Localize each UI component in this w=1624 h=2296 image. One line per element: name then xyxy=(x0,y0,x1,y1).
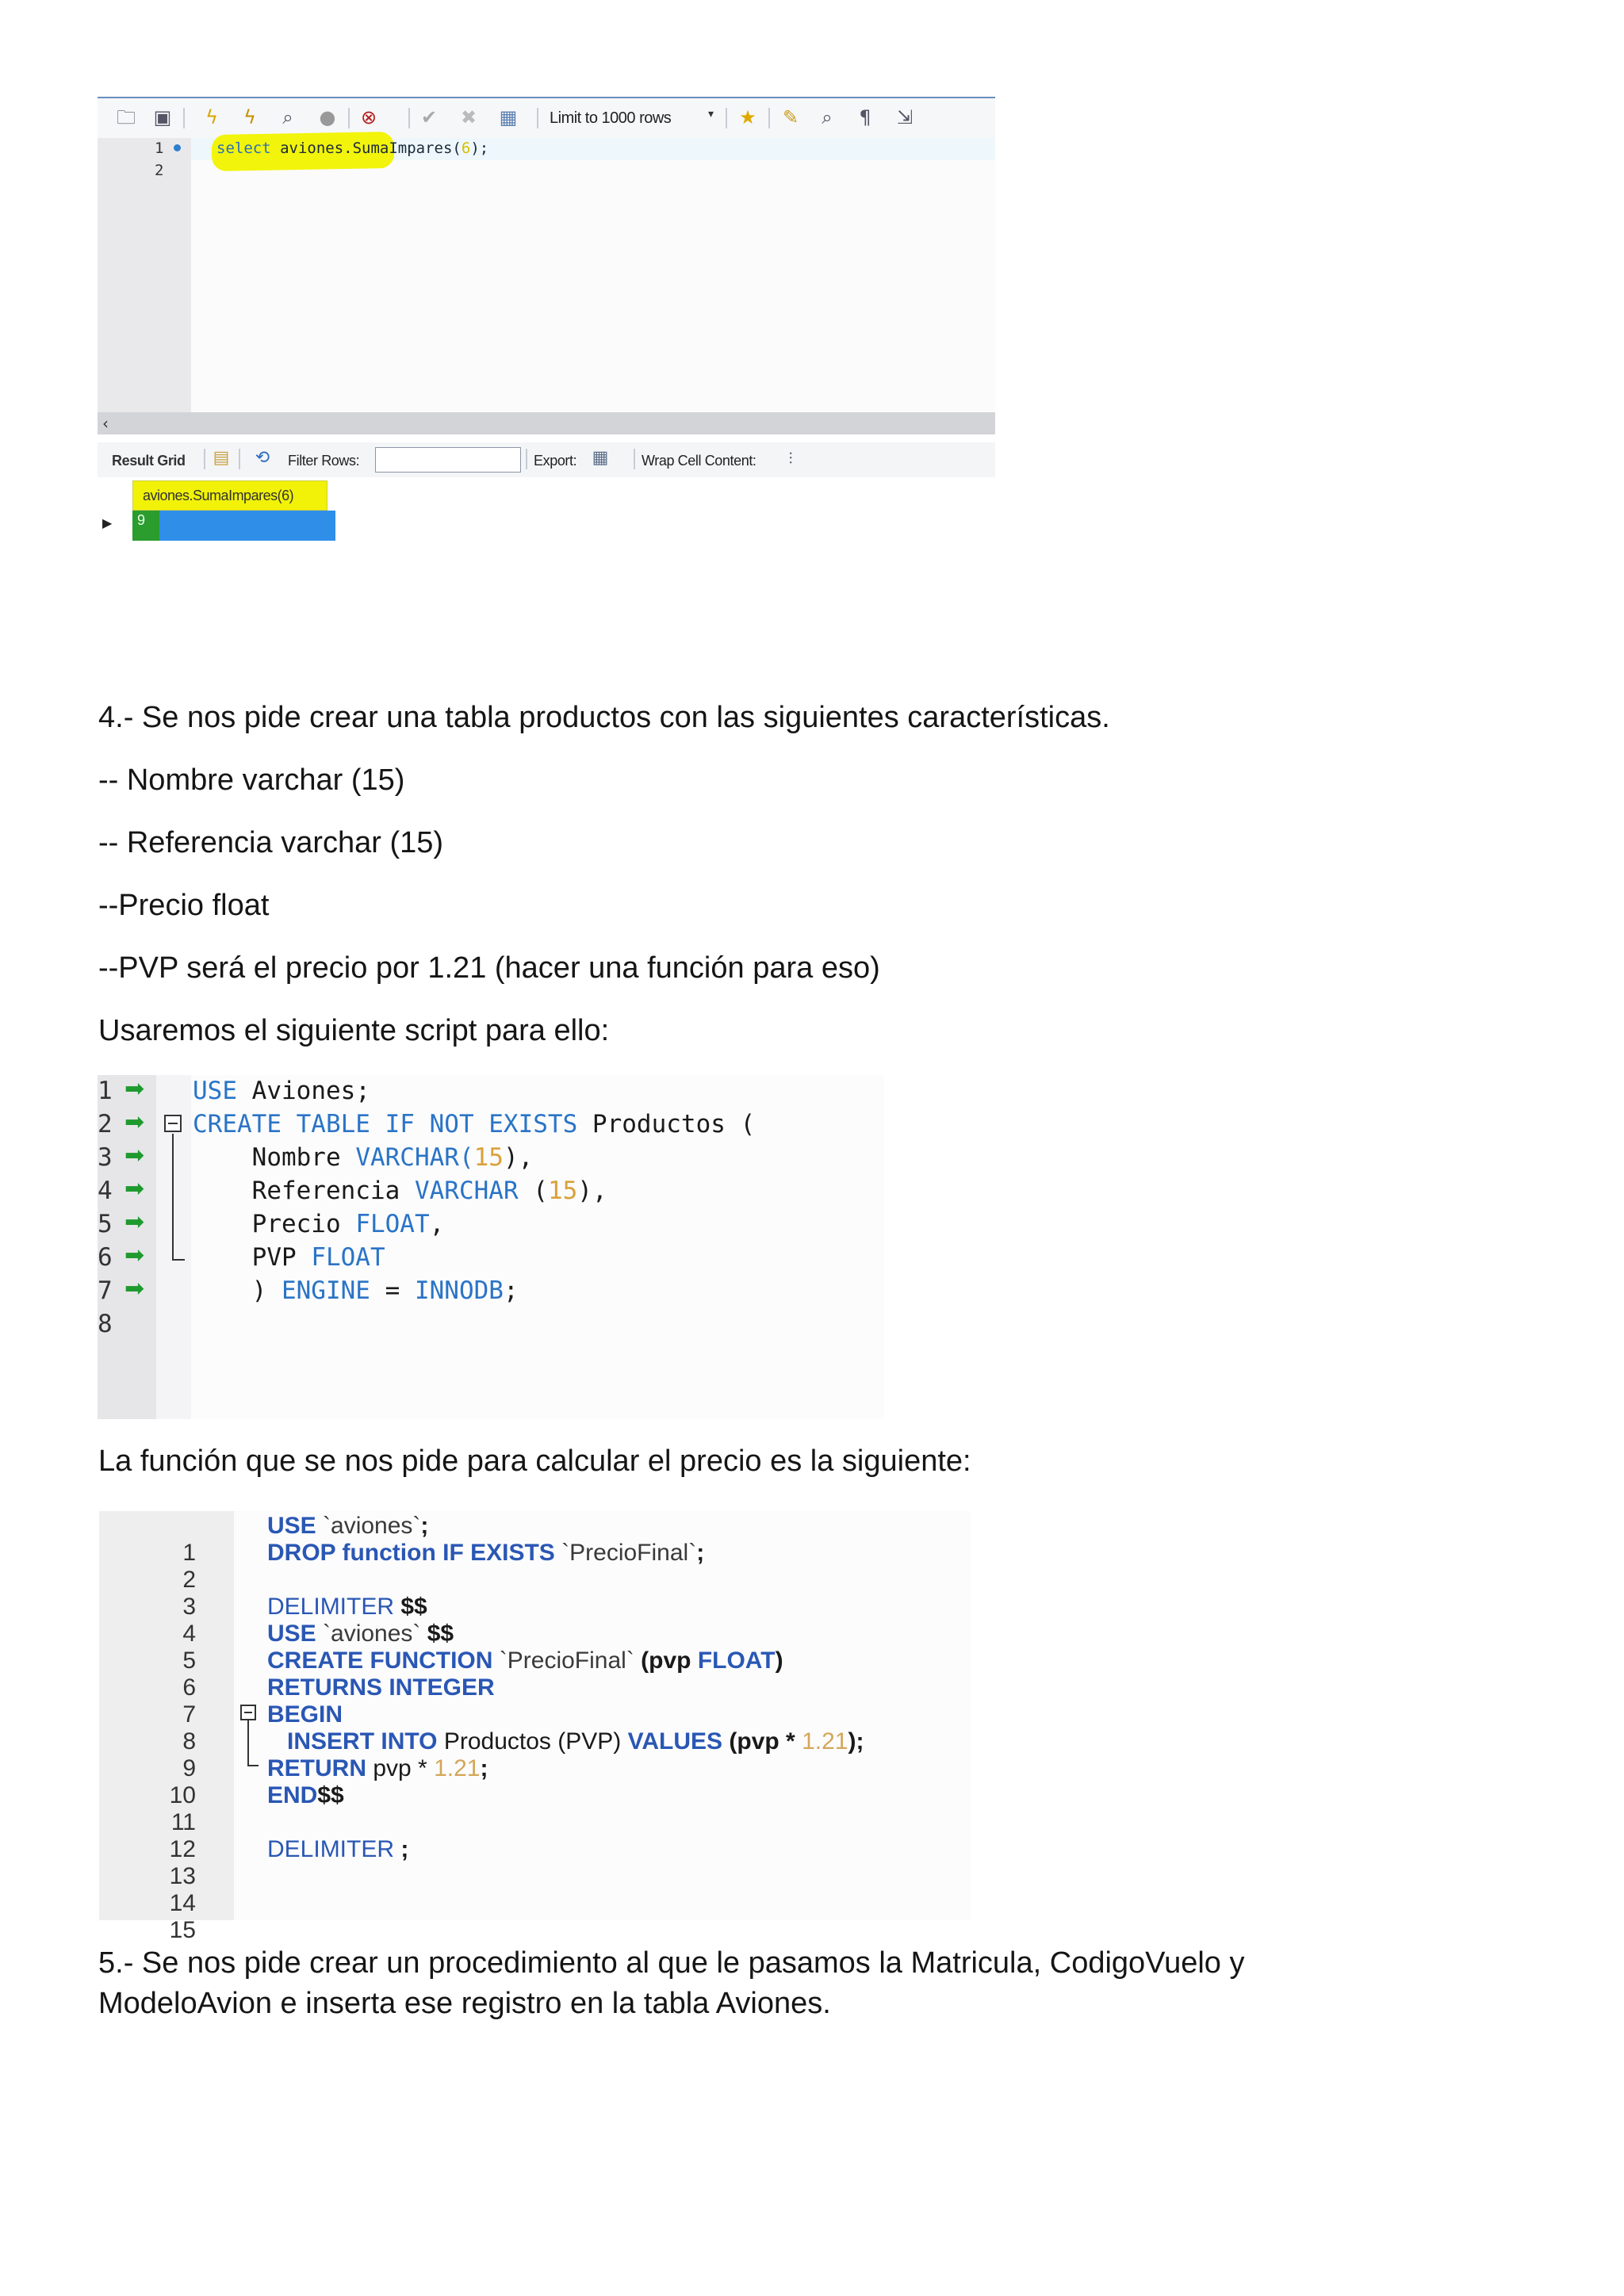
line-number: 6 xyxy=(182,1674,196,1701)
sql-text: ; xyxy=(696,1540,705,1566)
column-header-label: aviones.SumaImpares(6) xyxy=(143,488,294,503)
code-line xyxy=(98,1108,756,1143)
code-text xyxy=(193,1243,385,1272)
line-number: 12 xyxy=(169,1836,196,1862)
selected-row[interactable] xyxy=(132,511,335,541)
sql-text: Productos (PVP) xyxy=(437,1728,628,1755)
sql-toolbar xyxy=(98,97,995,140)
chevron-left-icon[interactable]: ‹ xyxy=(102,414,109,433)
sql-keyword: FLOAT xyxy=(355,1210,430,1238)
code-text xyxy=(267,1621,454,1647)
arrow-right-icon: ➡ xyxy=(124,1175,145,1203)
sql-text: Precio xyxy=(193,1210,356,1238)
fold-toggle-icon[interactable] xyxy=(164,1115,182,1132)
sql-text: $$ xyxy=(317,1782,344,1808)
sql-text: pvp * xyxy=(366,1755,435,1781)
code-line xyxy=(98,1208,445,1243)
sql-keyword: FLOAT xyxy=(311,1243,385,1272)
line-number: 7 xyxy=(98,1276,113,1305)
export-icon[interactable]: ▦ xyxy=(592,448,609,468)
sql-number: 6 xyxy=(461,140,471,157)
sql-number: 15 xyxy=(547,1177,578,1205)
sql-identifier: `aviones` xyxy=(316,1513,421,1539)
chevron-down-icon[interactable]: ▾ xyxy=(708,108,714,121)
code-line xyxy=(98,1310,157,1343)
stop-icon[interactable]: ● xyxy=(319,106,336,128)
column-header[interactable] xyxy=(132,480,327,511)
paragraph-precio: --Precio float xyxy=(98,889,270,922)
sql-text: ; xyxy=(503,1276,519,1305)
favorite-star-icon[interactable]: ★ xyxy=(739,106,756,128)
limit-rows-select[interactable]: Limit to 1000 rows xyxy=(550,109,672,127)
code-line xyxy=(99,1701,343,1755)
sql-keyword: USE xyxy=(267,1621,316,1647)
toolbar-separator xyxy=(768,108,770,128)
paragraph-task-4: 4.- Se nos pide crear una tabla productos con las siguientes características. xyxy=(98,701,1110,734)
fold-line xyxy=(172,1134,174,1261)
rollback-icon[interactable]: ✖ xyxy=(460,106,477,128)
wrap-cell-icon[interactable]: ⫶ xyxy=(788,449,793,468)
sql-editor[interactable] xyxy=(98,138,995,412)
toolbar-separator xyxy=(526,449,527,469)
line-number: 5 xyxy=(98,1210,113,1238)
sql-text: $$ xyxy=(420,1621,454,1647)
sql-text: ), xyxy=(577,1177,607,1205)
lightning-execute-icon[interactable]: ϟ xyxy=(205,106,218,128)
refresh-icon[interactable]: ⟲ xyxy=(255,448,270,468)
beautify-icon[interactable]: ✎ xyxy=(782,106,799,128)
sql-text: ); xyxy=(848,1728,864,1755)
code-text xyxy=(267,1513,428,1540)
toolbar-separator xyxy=(204,449,205,469)
sql-keyword: ENGINE xyxy=(281,1276,370,1305)
line-number: 7 xyxy=(182,1701,196,1728)
sql-keyword: DELIMITER xyxy=(267,1594,395,1620)
sql-identifier: `PrecioFinal` xyxy=(492,1647,634,1674)
code-text xyxy=(193,1143,533,1172)
paragraph-task-5-line-1: 5.- Se nos pide crear un procedimiento al que le pasamos la Matricula, CodigoVuelo y xyxy=(98,1946,1245,1980)
sql-keyword: RETURN xyxy=(267,1755,366,1781)
arrow-right-icon: ➡ xyxy=(124,1208,145,1236)
sql-text xyxy=(267,1728,287,1755)
line-number: 1 xyxy=(182,1540,196,1566)
line-number: 1 xyxy=(98,1077,113,1105)
line-number: 14 xyxy=(169,1890,196,1916)
save-icon[interactable]: ▣ xyxy=(153,106,172,128)
folder-open-icon[interactable]: 🗀 xyxy=(117,106,136,128)
code-block-function xyxy=(99,1511,971,1943)
line-number: 13 xyxy=(169,1863,196,1889)
paragraph-nombre: -- Nombre varchar (15) xyxy=(98,763,405,797)
wrap-cell-label: Wrap Cell Content: xyxy=(642,453,756,469)
code-text xyxy=(267,1674,495,1701)
code-text xyxy=(267,1647,783,1674)
paragraph-script-intro: Usaremos el siguiente script para ello: xyxy=(98,1014,610,1047)
sql-keyword: VARCHAR xyxy=(414,1177,519,1205)
sql-keyword: RETURNS INTEGER xyxy=(267,1674,495,1701)
toolbar-separator xyxy=(634,449,635,469)
statement-marker-icon xyxy=(174,144,181,151)
sql-number: 1.21 xyxy=(802,1728,848,1755)
toolbar-separator xyxy=(408,108,410,128)
line-gutter xyxy=(98,138,191,412)
sql-tail: ); xyxy=(470,140,489,157)
line-number: 3 xyxy=(98,1143,113,1172)
sql-keyword: USE xyxy=(193,1077,237,1105)
code-text xyxy=(193,1177,607,1205)
sql-text: (pvp xyxy=(634,1647,698,1674)
sql-identifier: `aviones` xyxy=(316,1621,421,1647)
sql-identifier: aviones.SumaImpares( xyxy=(270,140,462,157)
code-line xyxy=(99,1567,196,1620)
code-text xyxy=(267,1594,427,1621)
filter-rows-label: Filter Rows: xyxy=(288,453,360,469)
line-number: 8 xyxy=(182,1728,196,1755)
sql-keyword: CREATE FUNCTION xyxy=(267,1647,493,1674)
find-icon[interactable]: ⌕ xyxy=(822,106,833,128)
workbench-screenshot xyxy=(98,97,995,544)
code-text xyxy=(193,1077,370,1105)
sql-text: ; xyxy=(480,1755,488,1781)
paragraph-task-5-line-2: ModeloAvion e inserta ese registro en la tabla Aviones. xyxy=(98,1987,831,2020)
code-block-create-table xyxy=(98,1075,884,1419)
result-toolbar xyxy=(98,442,995,477)
line-number: 3 xyxy=(182,1594,196,1620)
line-number: 1 xyxy=(155,140,164,157)
sql-line-1[interactable] xyxy=(216,140,488,157)
line-number: 5 xyxy=(182,1647,196,1674)
line-number: 15 xyxy=(169,1917,196,1943)
line-number: 11 xyxy=(170,1809,196,1835)
toolbar-separator xyxy=(537,108,538,128)
code-text xyxy=(193,1210,444,1238)
sql-text: Nombre xyxy=(193,1143,356,1172)
sql-identifier: `PrecioFinal` xyxy=(554,1540,697,1566)
horizontal-scrollbar[interactable] xyxy=(98,412,995,434)
code-text xyxy=(267,1755,488,1782)
fold-end xyxy=(247,1765,259,1766)
sql-text: Productos ( xyxy=(577,1110,756,1138)
code-line xyxy=(98,1175,607,1210)
code-text xyxy=(193,1110,755,1138)
lightning-cursor-execute-icon[interactable]: ϟ xyxy=(243,106,256,128)
sql-text: ; xyxy=(394,1836,409,1862)
sql-text: Aviones; xyxy=(237,1077,370,1105)
result-cell[interactable]: 9 xyxy=(132,511,159,541)
sql-text: , xyxy=(429,1210,445,1238)
line-number: 2 xyxy=(182,1567,196,1593)
sql-text: PVP xyxy=(193,1243,312,1272)
sql-keyword: VALUES xyxy=(627,1728,723,1755)
row-pointer-icon: ▶ xyxy=(102,515,113,530)
code-line xyxy=(98,1275,519,1310)
sql-text: (pvp * xyxy=(722,1728,802,1755)
line-number: 8 xyxy=(98,1310,113,1338)
fold-toggle-icon[interactable] xyxy=(240,1705,256,1720)
code-line xyxy=(98,1242,385,1276)
code-text xyxy=(267,1540,704,1567)
sql-text: ; xyxy=(420,1513,429,1539)
line-number: 4 xyxy=(182,1621,196,1647)
sql-text: ( xyxy=(518,1177,548,1205)
paragraph-referencia: -- Referencia varchar (15) xyxy=(98,826,444,859)
line-number: 2 xyxy=(155,162,164,179)
code-text xyxy=(267,1782,344,1809)
sql-keyword: VARCHAR( xyxy=(355,1143,474,1172)
autocommit-icon[interactable]: ▦ xyxy=(499,106,518,128)
sql-keyword: FLOAT xyxy=(697,1647,776,1674)
result-grid-tab[interactable]: Result Grid xyxy=(112,453,186,469)
arrow-right-icon: ➡ xyxy=(124,1075,145,1103)
sql-text: ) xyxy=(775,1647,783,1674)
sql-text: ) xyxy=(193,1276,282,1305)
fold-line xyxy=(247,1720,249,1766)
sql-keyword: INNODB xyxy=(414,1276,504,1305)
sql-number: 1.21 xyxy=(434,1755,481,1781)
sql-text: ), xyxy=(503,1143,534,1172)
code-line xyxy=(98,1142,534,1177)
grid-view-icon[interactable]: ▤ xyxy=(213,448,230,468)
explain-magnifier-icon[interactable]: ⌕ xyxy=(282,106,293,128)
sql-number: 15 xyxy=(473,1143,504,1172)
line-number: 10 xyxy=(169,1782,196,1808)
line-number: 4 xyxy=(98,1177,113,1205)
toolbar-separator xyxy=(348,108,350,128)
sql-keyword: END xyxy=(267,1782,318,1808)
result-grid xyxy=(98,480,335,544)
invisible-chars-icon[interactable]: ¶ xyxy=(859,106,871,128)
sql-keyword: select xyxy=(216,140,271,157)
commit-icon[interactable]: ✔ xyxy=(420,106,438,128)
arrow-right-icon: ➡ xyxy=(124,1275,145,1303)
line-number: 9 xyxy=(182,1755,196,1781)
sql-text: = xyxy=(370,1276,415,1305)
sql-keyword: USE xyxy=(267,1513,316,1539)
filter-rows-input[interactable] xyxy=(375,447,521,473)
sql-keyword: CREATE TABLE IF NOT EXISTS xyxy=(193,1110,578,1138)
toolbar-separator xyxy=(183,108,185,128)
code-text xyxy=(267,1836,408,1863)
line-number: 2 xyxy=(98,1110,113,1138)
sql-keyword: INSERT INTO xyxy=(287,1728,438,1755)
code-text xyxy=(267,1701,343,1728)
code-text xyxy=(193,1276,519,1305)
sql-keyword: DELIMITER xyxy=(267,1836,395,1862)
sql-text: Referencia xyxy=(193,1177,415,1205)
paragraph-function-intro: La función que se nos pide para calcular el precio es la siguiente: xyxy=(98,1445,971,1478)
arrow-right-icon: ➡ xyxy=(124,1242,145,1269)
toggle-error-icon[interactable]: ⊗ xyxy=(360,106,377,128)
paragraph-pvp: --PVP será el precio por 1.21 (hacer una función para eso) xyxy=(98,951,880,985)
arrow-right-icon: ➡ xyxy=(124,1142,145,1169)
toolbar-separator xyxy=(726,108,727,128)
wrap-icon[interactable]: ⇲ xyxy=(896,106,914,128)
export-label: Export: xyxy=(534,453,577,469)
sql-text: $$ xyxy=(394,1594,427,1620)
fold-end xyxy=(172,1259,185,1261)
sql-keyword: BEGIN xyxy=(267,1701,343,1728)
arrow-right-icon: ➡ xyxy=(124,1108,145,1136)
code-text xyxy=(267,1728,864,1755)
sql-keyword: DROP function IF EXISTS xyxy=(267,1540,555,1566)
code-line xyxy=(99,1540,705,1593)
line-number: 6 xyxy=(98,1243,113,1272)
toolbar-separator xyxy=(239,449,240,469)
code-line xyxy=(98,1075,370,1110)
